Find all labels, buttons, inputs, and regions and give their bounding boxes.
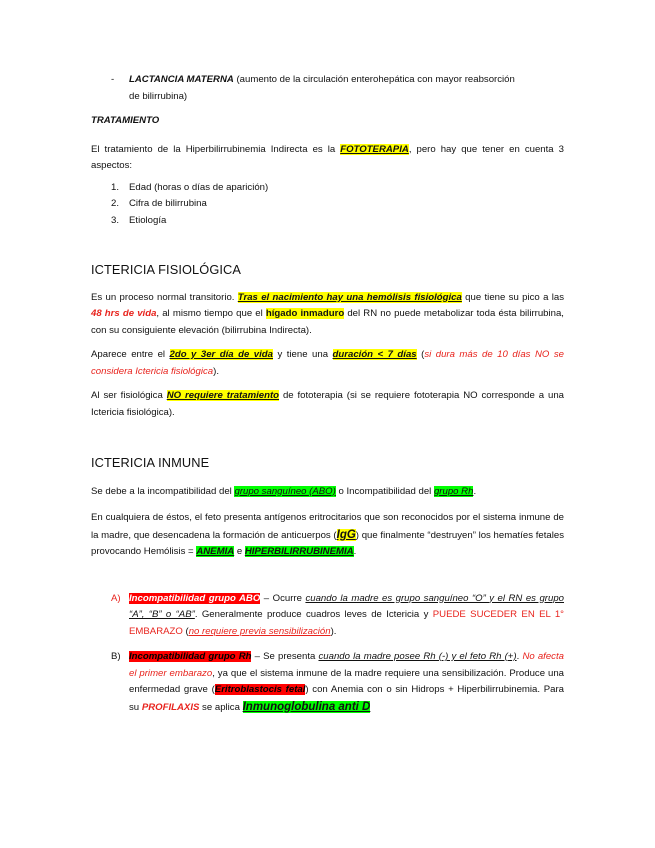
hiper-highlight: HIPERBILIRRUBINEMIA	[244, 546, 354, 557]
inmune-p2: En cualquiera de éstos, el feto presenta antígenos eritrocitarios que son reconocidos por el sistema inmune de la madre, que desencadena la formación de anticuerpos (IgG) que finalmente “destruyen” los hematíes fetales provocando Hemólisis = ANEMIA e HIPERBILIRRUBINEMIA.	[91, 512, 564, 557]
fisiologica-p1: Es un proceso normal transitorio. Tras el nacimiento hay una hemólisis fisiológica que tiene su pico a las 48 hrs de vida, al mismo tiempo que el hígado inmaduro del RN no puede metabolizar toda ésta bilirrubina, con su consiguiente elevación (bilirrubina Indirecta).	[91, 291, 564, 336]
item-a: A) Incompatibilidad grupo ABO – Ocurre cuando la madre es grupo sanguíneo “O” y el RN es grupo “A”, “B” o “AB”. Generalmente produce cuadros leves de Ictericia y PUEDE SUCEDER EN EL 1° EMBARAZO (no requiere previa sensibilización).	[111, 592, 564, 637]
hrs-red: 48 hrs de vida	[91, 308, 157, 319]
abo-highlight: grupo sanguíneo (ABO)	[234, 485, 336, 497]
rh-highlight: grupo Rh	[433, 485, 474, 497]
list-item: 2. Cifra de bilirrubina	[111, 198, 207, 209]
rh-condition: cuando la madre posee Rh (-) y el feto Rh (+)	[318, 651, 517, 662]
fisiologica-p2: Aparece entre el 2do y 3er día de vida y tiene una duración < 7 días (si dura más de 10 días NO se considera Ictericia fisiológica).	[91, 349, 564, 377]
no-tratamiento-highlight: NO requiere tratamiento	[166, 390, 280, 401]
lactancia-item	[91, 72, 564, 105]
igg-highlight: IgG	[336, 528, 356, 541]
puede-suceder: PUEDE SUCEDER EN EL 1° EMBARAZO	[129, 609, 564, 637]
lactancia-cont: de bilirrubina)	[129, 90, 188, 102]
inmuno-highlight: Inmunoglobulina anti D	[242, 700, 371, 713]
item-b: B) Incompatibilidad grupo Rh – Se presenta cuando la madre posee Rh (-) y el feto Rh (+). No afecta el primer embarazo, ya que el sistema inmune de la madre requiere una sensibilización. Produce una enfermedad grave (Eritroblastocis fetal) con Anemia con o sin Hidrops + Hiperbilirrubinemia. Para su PROFILAXIS se aplica Inmunoglobulina anti D	[111, 651, 564, 713]
dash-bullet: -	[111, 74, 115, 85]
tratamiento-paragraph: El tratamiento de la Hiperbilirrubinemia Indirecta es la FOTOTERAPIA, pero hay que tener en cuenta 3 aspectos:	[91, 143, 564, 171]
abo-label: Incompatibilidad grupo ABO	[129, 592, 261, 604]
aspectos-list	[91, 180, 564, 230]
abo-condition: cuando la madre es grupo sanguíneo “O” y el RN es grupo “A”, “B” o “AB”	[129, 592, 564, 620]
inmune-heading: ICTERICIA INMUNE	[91, 455, 210, 470]
fototerapia-highlight: FOTOTERAPIA	[340, 143, 409, 155]
tratamiento-heading: TRATAMIENTO	[91, 115, 160, 126]
rh-label: Incompatibilidad grupo Rh	[129, 651, 252, 662]
no-afecta: No afecta el primer embarazo	[129, 651, 564, 679]
dias-highlight: 2do y 3er día de vida	[169, 349, 273, 360]
letter-a: A)	[111, 592, 121, 604]
fisiologica-p3: Al ser fisiológica NO requiere tratamiento de fototerapia (si se requiere fototerapia NO corresponde a una Ictericia fisiológica).	[91, 390, 564, 418]
no-sensibilizacion: no requiere previa sensibilización	[188, 625, 331, 637]
dura-red: si dura más de 10 días NO se considera Ictericia fisiológica	[91, 349, 564, 377]
letter-b: B)	[111, 651, 121, 662]
anemia-highlight: ANEMIA	[196, 546, 235, 557]
lactancia-label: LACTANCIA MATERNA	[129, 74, 234, 85]
fisiologica-heading: ICTERICIA FISIOLÓGICA	[91, 262, 242, 277]
document-page	[91, 72, 564, 716]
list-item: 3. Etiología	[111, 214, 167, 226]
list-item: 1. Edad (horas o días de aparición)	[111, 181, 269, 193]
hemolisis-highlight: Tras el nacimiento hay una hemólisis fisiológica	[237, 291, 462, 303]
profilaxis: PROFILAXIS	[141, 701, 200, 713]
eritro-highlight: Eritroblastocis fetal	[214, 684, 306, 695]
duracion-highlight: duración < 7 días	[332, 349, 417, 360]
higado-highlight: hígado inmaduro	[265, 308, 345, 319]
inmune-p1: Se debe a la incompatibilidad del grupo sanguíneo (ABO) o Incompatibilidad del grupo Rh.	[91, 485, 477, 497]
lactancia-rest: (aumento de la circulación enterohepática con mayor reabsorción	[233, 74, 515, 85]
